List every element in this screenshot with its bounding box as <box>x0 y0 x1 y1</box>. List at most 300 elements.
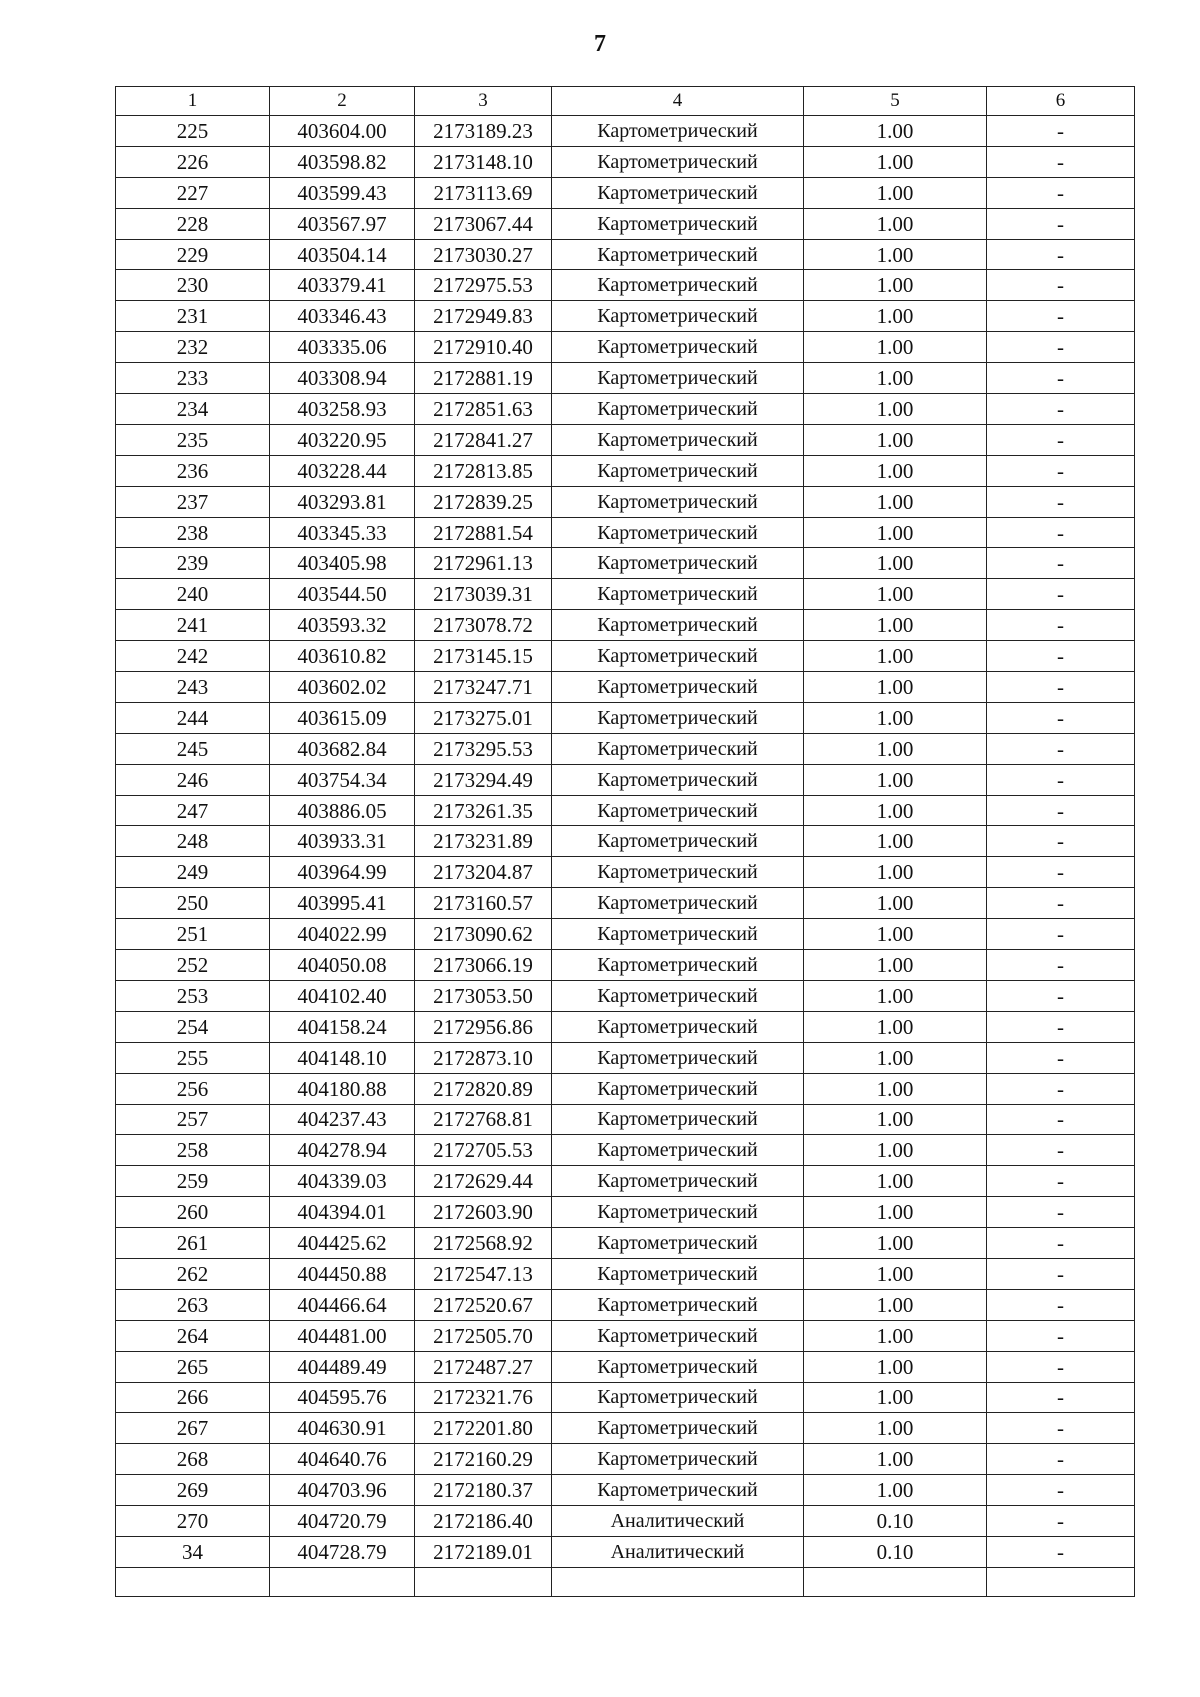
y-coordinate-cell: 2173090.62 <box>415 919 552 950</box>
table-row <box>116 641 1135 672</box>
x-coordinate-cell: 403886.05 <box>270 795 415 826</box>
accuracy-cell: 1.00 <box>804 795 987 826</box>
empty-cell <box>116 1567 270 1596</box>
point-number-cell: 257 <box>116 1104 270 1135</box>
table-row <box>116 1475 1135 1506</box>
accuracy-cell: 1.00 <box>804 1289 987 1320</box>
accuracy-cell: 1.00 <box>804 1042 987 1073</box>
accuracy-cell: 1.00 <box>804 116 987 147</box>
y-coordinate-cell: 2173231.89 <box>415 826 552 857</box>
point-number-cell: 264 <box>116 1320 270 1351</box>
accuracy-cell: 1.00 <box>804 1197 987 1228</box>
point-number-cell: 254 <box>116 1011 270 1042</box>
accuracy-cell: 1.00 <box>804 1011 987 1042</box>
y-coordinate-cell: 2172956.86 <box>415 1011 552 1042</box>
accuracy-cell: 1.00 <box>804 1166 987 1197</box>
method-cell: Картометрический <box>552 733 804 764</box>
column-header: 2 <box>270 87 415 116</box>
table-row <box>116 826 1135 857</box>
note-cell: - <box>987 394 1135 425</box>
accuracy-cell: 1.00 <box>804 579 987 610</box>
y-coordinate-cell: 2172186.40 <box>415 1506 552 1537</box>
x-coordinate-cell: 403346.43 <box>270 301 415 332</box>
y-coordinate-cell: 2172201.80 <box>415 1413 552 1444</box>
table-row <box>116 270 1135 301</box>
note-cell: - <box>987 517 1135 548</box>
x-coordinate-cell: 403258.93 <box>270 394 415 425</box>
y-coordinate-cell: 2172813.85 <box>415 455 552 486</box>
method-cell: Картометрический <box>552 1011 804 1042</box>
method-cell: Картометрический <box>552 888 804 919</box>
coordinates-table-container <box>115 86 1135 1597</box>
x-coordinate-cell: 404180.88 <box>270 1073 415 1104</box>
method-cell: Картометрический <box>552 455 804 486</box>
accuracy-cell: 1.00 <box>804 177 987 208</box>
point-number-cell: 238 <box>116 517 270 548</box>
coordinates-table <box>115 86 1135 1597</box>
table-row <box>116 1011 1135 1042</box>
point-number-cell: 270 <box>116 1506 270 1537</box>
x-coordinate-cell: 403602.02 <box>270 672 415 703</box>
empty-cell <box>987 1567 1135 1596</box>
point-number-cell: 236 <box>116 455 270 486</box>
note-cell: - <box>987 146 1135 177</box>
accuracy-cell: 1.00 <box>804 764 987 795</box>
accuracy-cell: 1.00 <box>804 1444 987 1475</box>
note-cell: - <box>987 424 1135 455</box>
y-coordinate-cell: 2172975.53 <box>415 270 552 301</box>
note-cell: - <box>987 1320 1135 1351</box>
method-cell: Картометрический <box>552 672 804 703</box>
point-number-cell: 228 <box>116 208 270 239</box>
point-number-cell: 263 <box>116 1289 270 1320</box>
y-coordinate-cell: 2173053.50 <box>415 980 552 1011</box>
y-coordinate-cell: 2173145.15 <box>415 641 552 672</box>
x-coordinate-cell: 403964.99 <box>270 857 415 888</box>
table-row <box>116 394 1135 425</box>
table-row <box>116 1444 1135 1475</box>
point-number-cell: 227 <box>116 177 270 208</box>
accuracy-cell: 1.00 <box>804 486 987 517</box>
note-cell: - <box>987 795 1135 826</box>
method-cell: Картометрический <box>552 116 804 147</box>
note-cell: - <box>987 1135 1135 1166</box>
y-coordinate-cell: 2173066.19 <box>415 950 552 981</box>
method-cell: Картометрический <box>552 208 804 239</box>
y-coordinate-cell: 2172160.29 <box>415 1444 552 1475</box>
note-cell: - <box>987 1166 1135 1197</box>
point-number-cell: 240 <box>116 579 270 610</box>
x-coordinate-cell: 404022.99 <box>270 919 415 950</box>
x-coordinate-cell: 404339.03 <box>270 1166 415 1197</box>
method-cell: Картометрический <box>552 1413 804 1444</box>
table-row <box>116 1228 1135 1259</box>
table-row <box>116 177 1135 208</box>
accuracy-cell: 1.00 <box>804 548 987 579</box>
y-coordinate-cell: 2172851.63 <box>415 394 552 425</box>
note-cell: - <box>987 610 1135 641</box>
method-cell: Картометрический <box>552 1289 804 1320</box>
table-row <box>116 980 1135 1011</box>
note-cell: - <box>987 116 1135 147</box>
accuracy-cell: 1.00 <box>804 1228 987 1259</box>
empty-cell <box>270 1567 415 1596</box>
method-cell: Картометрический <box>552 857 804 888</box>
method-cell: Аналитический <box>552 1536 804 1567</box>
method-cell: Картометрический <box>552 548 804 579</box>
note-cell: - <box>987 548 1135 579</box>
y-coordinate-cell: 2173261.35 <box>415 795 552 826</box>
empty-table-row <box>116 1567 1135 1596</box>
note-cell: - <box>987 702 1135 733</box>
point-number-cell: 234 <box>116 394 270 425</box>
y-coordinate-cell: 2172881.19 <box>415 363 552 394</box>
column-header: 6 <box>987 87 1135 116</box>
method-cell: Картометрический <box>552 1073 804 1104</box>
page-number: 7 <box>594 31 606 57</box>
y-coordinate-cell: 2172568.92 <box>415 1228 552 1259</box>
table-row <box>116 919 1135 950</box>
note-cell: - <box>987 1228 1135 1259</box>
note-cell: - <box>987 177 1135 208</box>
table-row <box>116 1042 1135 1073</box>
empty-cell <box>552 1567 804 1596</box>
point-number-cell: 233 <box>116 363 270 394</box>
y-coordinate-cell: 2173275.01 <box>415 702 552 733</box>
y-coordinate-cell: 2173030.27 <box>415 239 552 270</box>
y-coordinate-cell: 2172841.27 <box>415 424 552 455</box>
x-coordinate-cell: 404278.94 <box>270 1135 415 1166</box>
x-coordinate-cell: 403933.31 <box>270 826 415 857</box>
x-coordinate-cell: 404394.01 <box>270 1197 415 1228</box>
accuracy-cell: 1.00 <box>804 301 987 332</box>
x-coordinate-cell: 403405.98 <box>270 548 415 579</box>
y-coordinate-cell: 2172189.01 <box>415 1536 552 1567</box>
x-coordinate-cell: 403308.94 <box>270 363 415 394</box>
accuracy-cell: 0.10 <box>804 1536 987 1567</box>
table-row <box>116 363 1135 394</box>
accuracy-cell: 1.00 <box>804 1135 987 1166</box>
y-coordinate-cell: 2173148.10 <box>415 146 552 177</box>
note-cell: - <box>987 764 1135 795</box>
x-coordinate-cell: 404595.76 <box>270 1382 415 1413</box>
empty-cell <box>804 1567 987 1596</box>
y-coordinate-cell: 2172705.53 <box>415 1135 552 1166</box>
point-number-cell: 243 <box>116 672 270 703</box>
table-row <box>116 424 1135 455</box>
note-cell: - <box>987 270 1135 301</box>
x-coordinate-cell: 404158.24 <box>270 1011 415 1042</box>
point-number-cell: 253 <box>116 980 270 1011</box>
y-coordinate-cell: 2173189.23 <box>415 116 552 147</box>
table-row <box>116 857 1135 888</box>
table-row <box>116 455 1135 486</box>
table-row <box>116 672 1135 703</box>
x-coordinate-cell: 403615.09 <box>270 702 415 733</box>
accuracy-cell: 1.00 <box>804 517 987 548</box>
note-cell: - <box>987 1444 1135 1475</box>
table-row <box>116 1506 1135 1537</box>
x-coordinate-cell: 404728.79 <box>270 1536 415 1567</box>
note-cell: - <box>987 857 1135 888</box>
x-coordinate-cell: 403335.06 <box>270 332 415 363</box>
accuracy-cell: 1.00 <box>804 270 987 301</box>
method-cell: Картометрический <box>552 424 804 455</box>
note-cell: - <box>987 641 1135 672</box>
note-cell: - <box>987 301 1135 332</box>
method-cell: Картометрический <box>552 394 804 425</box>
note-cell: - <box>987 888 1135 919</box>
table-row <box>116 116 1135 147</box>
point-number-cell: 248 <box>116 826 270 857</box>
note-cell: - <box>987 1289 1135 1320</box>
y-coordinate-cell: 2172949.83 <box>415 301 552 332</box>
method-cell: Картометрический <box>552 1197 804 1228</box>
accuracy-cell: 1.00 <box>804 1413 987 1444</box>
accuracy-cell: 1.00 <box>804 424 987 455</box>
y-coordinate-cell: 2172520.67 <box>415 1289 552 1320</box>
method-cell: Картометрический <box>552 517 804 548</box>
table-row <box>116 332 1135 363</box>
method-cell: Картометрический <box>552 610 804 641</box>
y-coordinate-cell: 2172873.10 <box>415 1042 552 1073</box>
accuracy-cell: 1.00 <box>804 239 987 270</box>
point-number-cell: 252 <box>116 950 270 981</box>
method-cell: Картометрический <box>552 363 804 394</box>
x-coordinate-cell: 404148.10 <box>270 1042 415 1073</box>
note-cell: - <box>987 239 1135 270</box>
y-coordinate-cell: 2173160.57 <box>415 888 552 919</box>
accuracy-cell: 1.00 <box>804 702 987 733</box>
note-cell: - <box>987 1042 1135 1073</box>
method-cell: Картометрический <box>552 1042 804 1073</box>
table-row <box>116 1073 1135 1104</box>
y-coordinate-cell: 2173039.31 <box>415 579 552 610</box>
x-coordinate-cell: 404630.91 <box>270 1413 415 1444</box>
x-coordinate-cell: 404489.49 <box>270 1351 415 1382</box>
method-cell: Картометрический <box>552 1166 804 1197</box>
point-number-cell: 258 <box>116 1135 270 1166</box>
note-cell: - <box>987 1506 1135 1537</box>
method-cell: Картометрический <box>552 826 804 857</box>
x-coordinate-cell: 403598.82 <box>270 146 415 177</box>
x-coordinate-cell: 404102.40 <box>270 980 415 1011</box>
point-number-cell: 225 <box>116 116 270 147</box>
accuracy-cell: 1.00 <box>804 363 987 394</box>
x-coordinate-cell: 403220.95 <box>270 424 415 455</box>
note-cell: - <box>987 1536 1135 1567</box>
table-row <box>116 795 1135 826</box>
method-cell: Картометрический <box>552 1258 804 1289</box>
method-cell: Картометрический <box>552 1135 804 1166</box>
table-row <box>116 1351 1135 1382</box>
accuracy-cell: 1.00 <box>804 146 987 177</box>
table-header <box>116 87 1135 116</box>
accuracy-cell: 1.00 <box>804 950 987 981</box>
method-cell: Картометрический <box>552 1475 804 1506</box>
accuracy-cell: 1.00 <box>804 610 987 641</box>
point-number-cell: 244 <box>116 702 270 733</box>
x-coordinate-cell: 404720.79 <box>270 1506 415 1537</box>
table-row <box>116 1320 1135 1351</box>
note-cell: - <box>987 980 1135 1011</box>
accuracy-cell: 1.00 <box>804 1320 987 1351</box>
note-cell: - <box>987 332 1135 363</box>
method-cell: Картометрический <box>552 702 804 733</box>
accuracy-cell: 1.00 <box>804 1104 987 1135</box>
point-number-cell: 266 <box>116 1382 270 1413</box>
note-cell: - <box>987 455 1135 486</box>
note-cell: - <box>987 950 1135 981</box>
method-cell: Картометрический <box>552 1320 804 1351</box>
table-row <box>116 702 1135 733</box>
method-cell: Картометрический <box>552 1444 804 1475</box>
method-cell: Картометрический <box>552 1104 804 1135</box>
accuracy-cell: 1.00 <box>804 1073 987 1104</box>
x-coordinate-cell: 403593.32 <box>270 610 415 641</box>
x-coordinate-cell: 403504.14 <box>270 239 415 270</box>
y-coordinate-cell: 2172881.54 <box>415 517 552 548</box>
x-coordinate-cell: 404640.76 <box>270 1444 415 1475</box>
method-cell: Картометрический <box>552 239 804 270</box>
accuracy-cell: 1.00 <box>804 1382 987 1413</box>
x-coordinate-cell: 403610.82 <box>270 641 415 672</box>
y-coordinate-cell: 2172321.76 <box>415 1382 552 1413</box>
point-number-cell: 259 <box>116 1166 270 1197</box>
accuracy-cell: 1.00 <box>804 733 987 764</box>
x-coordinate-cell: 404481.00 <box>270 1320 415 1351</box>
y-coordinate-cell: 2172547.13 <box>415 1258 552 1289</box>
method-cell: Картометрический <box>552 764 804 795</box>
y-coordinate-cell: 2173204.87 <box>415 857 552 888</box>
x-coordinate-cell: 403293.81 <box>270 486 415 517</box>
method-cell: Картометрический <box>552 1351 804 1382</box>
note-cell: - <box>987 1382 1135 1413</box>
table-row <box>116 1104 1135 1135</box>
column-header: 1 <box>116 87 270 116</box>
note-cell: - <box>987 1475 1135 1506</box>
x-coordinate-cell: 403228.44 <box>270 455 415 486</box>
table-row <box>116 301 1135 332</box>
x-coordinate-cell: 404450.88 <box>270 1258 415 1289</box>
x-coordinate-cell: 404466.64 <box>270 1289 415 1320</box>
header-row <box>116 87 1135 116</box>
table-row <box>116 888 1135 919</box>
x-coordinate-cell: 404425.62 <box>270 1228 415 1259</box>
point-number-cell: 256 <box>116 1073 270 1104</box>
table-row <box>116 764 1135 795</box>
table-row <box>116 548 1135 579</box>
accuracy-cell: 1.00 <box>804 1351 987 1382</box>
method-cell: Картометрический <box>552 301 804 332</box>
table-row <box>116 1289 1135 1320</box>
table-body <box>116 116 1135 1597</box>
point-number-cell: 241 <box>116 610 270 641</box>
point-number-cell: 245 <box>116 733 270 764</box>
note-cell: - <box>987 733 1135 764</box>
method-cell: Картометрический <box>552 146 804 177</box>
note-cell: - <box>987 1104 1135 1135</box>
method-cell: Картометрический <box>552 486 804 517</box>
column-header: 5 <box>804 87 987 116</box>
method-cell: Аналитический <box>552 1506 804 1537</box>
point-number-cell: 239 <box>116 548 270 579</box>
accuracy-cell: 1.00 <box>804 455 987 486</box>
x-coordinate-cell: 403682.84 <box>270 733 415 764</box>
table-row <box>116 1197 1135 1228</box>
y-coordinate-cell: 2172910.40 <box>415 332 552 363</box>
table-row <box>116 950 1135 981</box>
note-cell: - <box>987 672 1135 703</box>
y-coordinate-cell: 2173294.49 <box>415 764 552 795</box>
note-cell: - <box>987 208 1135 239</box>
point-number-cell: 226 <box>116 146 270 177</box>
x-coordinate-cell: 403754.34 <box>270 764 415 795</box>
method-cell: Картометрический <box>552 980 804 1011</box>
y-coordinate-cell: 2172961.13 <box>415 548 552 579</box>
x-coordinate-cell: 403544.50 <box>270 579 415 610</box>
point-number-cell: 250 <box>116 888 270 919</box>
table-row <box>116 1536 1135 1567</box>
point-number-cell: 249 <box>116 857 270 888</box>
point-number-cell: 242 <box>116 641 270 672</box>
point-number-cell: 261 <box>116 1228 270 1259</box>
y-coordinate-cell: 2173247.71 <box>415 672 552 703</box>
y-coordinate-cell: 2172768.81 <box>415 1104 552 1135</box>
note-cell: - <box>987 826 1135 857</box>
table-row <box>116 579 1135 610</box>
note-cell: - <box>987 486 1135 517</box>
y-coordinate-cell: 2173067.44 <box>415 208 552 239</box>
y-coordinate-cell: 2173295.53 <box>415 733 552 764</box>
column-header: 4 <box>552 87 804 116</box>
point-number-cell: 235 <box>116 424 270 455</box>
method-cell: Картометрический <box>552 1228 804 1259</box>
table-row <box>116 1382 1135 1413</box>
method-cell: Картометрический <box>552 579 804 610</box>
accuracy-cell: 1.00 <box>804 641 987 672</box>
point-number-cell: 268 <box>116 1444 270 1475</box>
table-row <box>116 239 1135 270</box>
y-coordinate-cell: 2172839.25 <box>415 486 552 517</box>
accuracy-cell: 1.00 <box>804 826 987 857</box>
x-coordinate-cell: 403345.33 <box>270 517 415 548</box>
note-cell: - <box>987 363 1135 394</box>
x-coordinate-cell: 403379.41 <box>270 270 415 301</box>
note-cell: - <box>987 1351 1135 1382</box>
y-coordinate-cell: 2173113.69 <box>415 177 552 208</box>
table-row <box>116 1135 1135 1166</box>
table-row <box>116 1258 1135 1289</box>
x-coordinate-cell: 403567.97 <box>270 208 415 239</box>
point-number-cell: 247 <box>116 795 270 826</box>
y-coordinate-cell: 2173078.72 <box>415 610 552 641</box>
x-coordinate-cell: 403599.43 <box>270 177 415 208</box>
table-row <box>116 208 1135 239</box>
accuracy-cell: 1.00 <box>804 1258 987 1289</box>
empty-cell <box>415 1567 552 1596</box>
note-cell: - <box>987 1073 1135 1104</box>
point-number-cell: 232 <box>116 332 270 363</box>
y-coordinate-cell: 2172603.90 <box>415 1197 552 1228</box>
table-row <box>116 1166 1135 1197</box>
note-cell: - <box>987 919 1135 950</box>
point-number-cell: 231 <box>116 301 270 332</box>
point-number-cell: 265 <box>116 1351 270 1382</box>
accuracy-cell: 1.00 <box>804 672 987 703</box>
accuracy-cell: 1.00 <box>804 1475 987 1506</box>
y-coordinate-cell: 2172505.70 <box>415 1320 552 1351</box>
